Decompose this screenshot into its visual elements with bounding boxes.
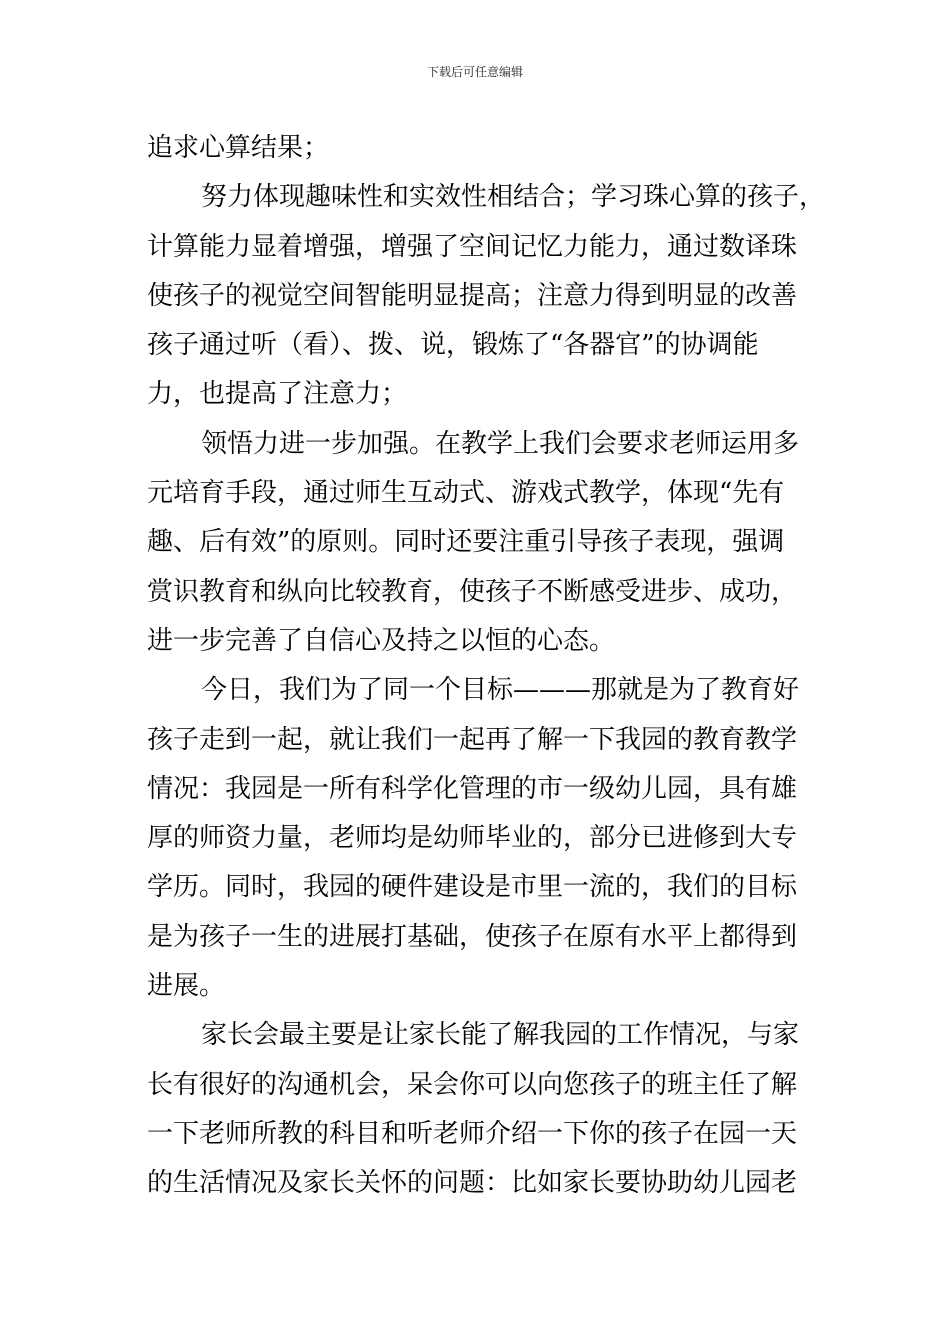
page-header: 下载后可任意编辑 <box>426 65 523 79</box>
text-line: 进展。 <box>147 971 226 1002</box>
text-line: 厚的师资力量，老师均是幼师毕业的，部分已进修到大专 <box>147 823 798 854</box>
text-line: 学历。同时，我园的硬件建设是市里一流的，我们的目标 <box>147 872 798 903</box>
text-line: 今日，我们为了同一个目标———那就是为了教育好 <box>201 675 800 706</box>
text-line: 使孩子的视觉空间智能明显提高；注意力得到明显的改善 <box>147 280 798 311</box>
text-line: 进一步完善了自信心及持之以恒的心态。 <box>147 625 616 656</box>
text-line: 孩子走到一起，就让我们一起再了解一下我园的教育教学 <box>147 724 798 755</box>
text-line: 力，也提高了注意力； <box>147 379 408 410</box>
text-line: 孩子通过听（看）、拨、说，锻炼了“各器官”的协调能 <box>147 330 759 361</box>
text-line: 是为孩子一生的进展打基础，使孩子在原有水平上都得到 <box>147 921 798 952</box>
text-line: 元培育手段，通过师生互动式、游戏式教学，体现“先有 <box>147 478 785 509</box>
text-line: 趣、后有效”的原则。同时还要注重引导孩子表现，强调 <box>147 527 785 558</box>
text-line: 赏识教育和纵向比较教育，使孩子不断感受进步、成功， <box>147 576 798 607</box>
body-text <box>147 124 827 1209</box>
text-line: 一下老师所教的科目和听老师介绍一下你的孩子在园一天 <box>147 1118 798 1149</box>
text-line: 的生活情况及家长关怀的问题：比如家长要协助幼儿园老 <box>147 1168 798 1199</box>
text-line: 追求心算结果； <box>147 133 330 163</box>
text-line: 计算能力显着增强，增强了空间记忆力能力，通过数译珠 <box>147 231 798 262</box>
text-line: 长有很好的沟通机会，呆会你可以向您孩子的班主任了解 <box>147 1069 798 1100</box>
text-line: 努力体现趣味性和实效性相结合；学习珠心算的孩子， <box>201 182 826 213</box>
text-line: 领悟力进一步加强。在教学上我们会要求老师运用多 <box>201 428 800 459</box>
text-line: 家长会最主要是让家长能了解我园的工作情况，与家 <box>201 1020 800 1051</box>
text-line: 情况：我园是一所有科学化管理的市一级幼儿园，具有雄 <box>147 773 798 804</box>
